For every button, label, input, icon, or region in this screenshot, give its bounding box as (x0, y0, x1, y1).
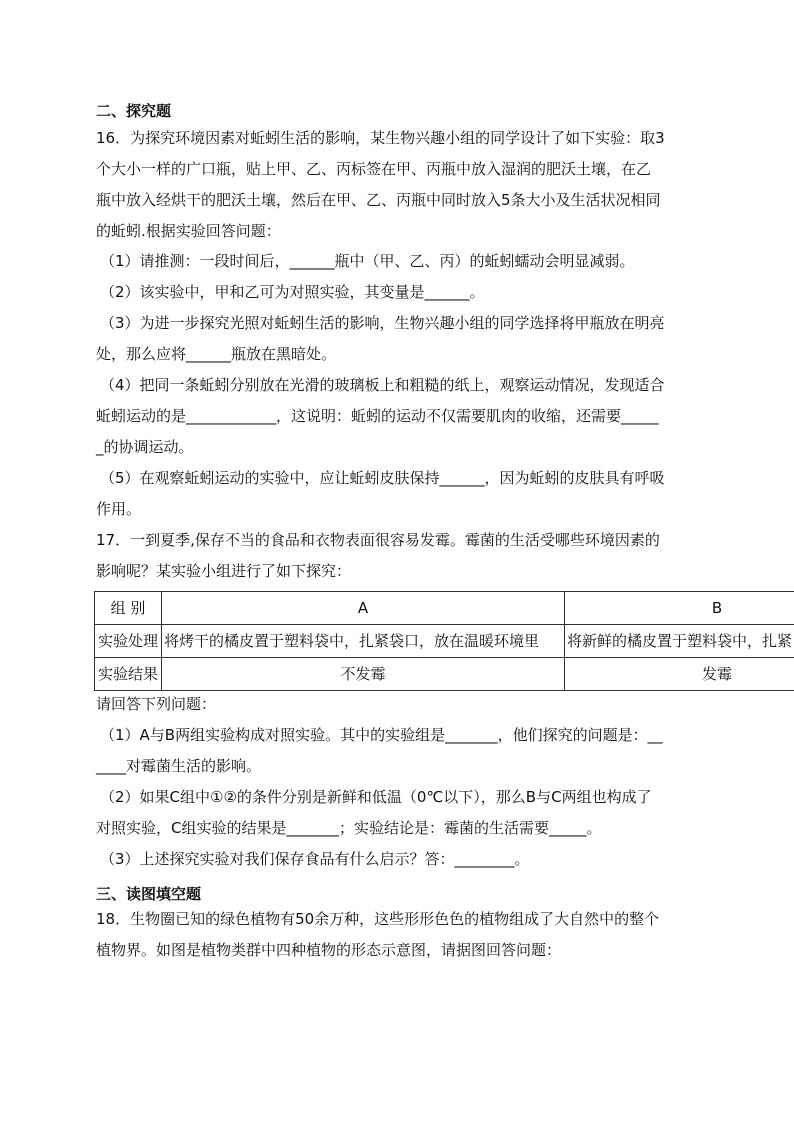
q18-stem-line-1: 18．生物圈已知的绿色植物有50余万种，这些形形色色的植物组成了大自然中的整个 (96, 910, 660, 928)
table-cell: 实验结果 (95, 658, 162, 691)
q16-sub-1: （1）请推测：一段时间后，______瓶中（甲、乙、丙）的蚯蚓蠕动会明显减弱。 (100, 252, 635, 270)
experiment-table (94, 591, 794, 691)
section-3-title: 三、读图填空题 (96, 885, 202, 903)
q16-stem-line-3: 瓶中放入经烘干的肥沃土壤，然后在甲、乙、丙瓶中同时放入5条大小及生活状况相同 (96, 191, 661, 209)
table-cell: 不发霉 (162, 658, 565, 691)
section-2-title: 二、探究题 (96, 102, 172, 120)
q16-stem-line-4: 的蚯蚓.根据实验回答问题： (96, 222, 281, 240)
table-row (95, 625, 794, 658)
q16-stem-line-2: 个大小一样的广口瓶，贴上甲、乙、丙标签在甲、丙瓶中放入湿润的肥沃土壤，在乙 (96, 160, 652, 178)
q17-instruction: 请回答下列问题： (96, 695, 217, 713)
table-edge-line (700, 690, 794, 691)
table-cell: 发霉 (565, 658, 794, 691)
table-row (95, 658, 794, 691)
q17-sub-2-line-1: （2）如果C组中①②的条件分别是新鲜和低温（0℃以下），那么B与C两组也构成了 (100, 788, 652, 806)
table-cell: B (565, 592, 794, 625)
table-row (95, 592, 794, 625)
q16-sub-4-line-1: （4）把同一条蚯蚓分别放在光滑的玻璃板上和粗糙的纸上，观察运动情况，发现适合 (100, 376, 665, 394)
table-cell: 将烤干的橘皮置于塑料袋中，扎紧袋口，放在温暖环境里 (162, 625, 565, 658)
table-cell: 实验处理 (95, 625, 162, 658)
q16-sub-4-line-3: _的协调运动。 (96, 438, 194, 456)
q16-stem-line-1: 16．为探究环境因素对蚯蚓生活的影响，某生物兴趣小组的同学设计了如下实验：取3 (96, 129, 665, 147)
q18-stem-line-2: 植物界。如图是植物类群中四种植物的形态示意图，请据图回答问题： (96, 941, 562, 959)
q16-sub-3-line-1: （3）为进一步探究光照对蚯蚓生活的影响，生物兴趣小组的同学选择将甲瓶放在明亮 (100, 314, 665, 332)
q17-stem-line-1: 17．一到夏季,保存不当的食品和衣物表面很容易发霉。霉菌的生活受哪些环境因素的 (96, 531, 660, 549)
q17-sub-3: （3）上述探究实验对我们保存食品有什么启示？答：________。 (100, 850, 530, 868)
q17-sub-1-line-1: （1）A与B两组实验构成对照实验。其中的实验组是_______，他们探究的问题是：__ (100, 726, 663, 744)
q16-sub-4-line-2: 蚯蚓运动的是____________，这说明：蚯蚓的运动不仅需要肌肉的收缩，还需要_____ (96, 407, 659, 425)
q17-sub-1-line-2: ____对霉菌生活的影响。 (96, 757, 262, 775)
q16-sub-5-line-1: （5）在观察蚯蚓运动的实验中，应让蚯蚓皮肤保持______，因为蚯蚓的皮肤具有呼吸 (100, 469, 665, 487)
table-cell: 组 别 (95, 592, 162, 625)
q16-sub-2: （2）该实验中，甲和乙可为对照实验，其变量是______。 (100, 283, 485, 301)
table-cell: 将新鲜的橘皮置于塑料袋中，扎紧 (565, 625, 794, 658)
q16-sub-3-line-2: 处，那么应将______瓶放在黑暗处。 (96, 345, 337, 363)
q17-sub-2-line-2: 对照实验，C组实验的结果是_______；实验结论是：霉菌的生活需要_____。 (96, 819, 602, 837)
q16-sub-5-line-2: 作用。 (96, 500, 142, 518)
q17-stem-line-2: 影响呢？某实验小组进行了如下探究： (96, 562, 352, 580)
table-cell: A (162, 592, 565, 625)
